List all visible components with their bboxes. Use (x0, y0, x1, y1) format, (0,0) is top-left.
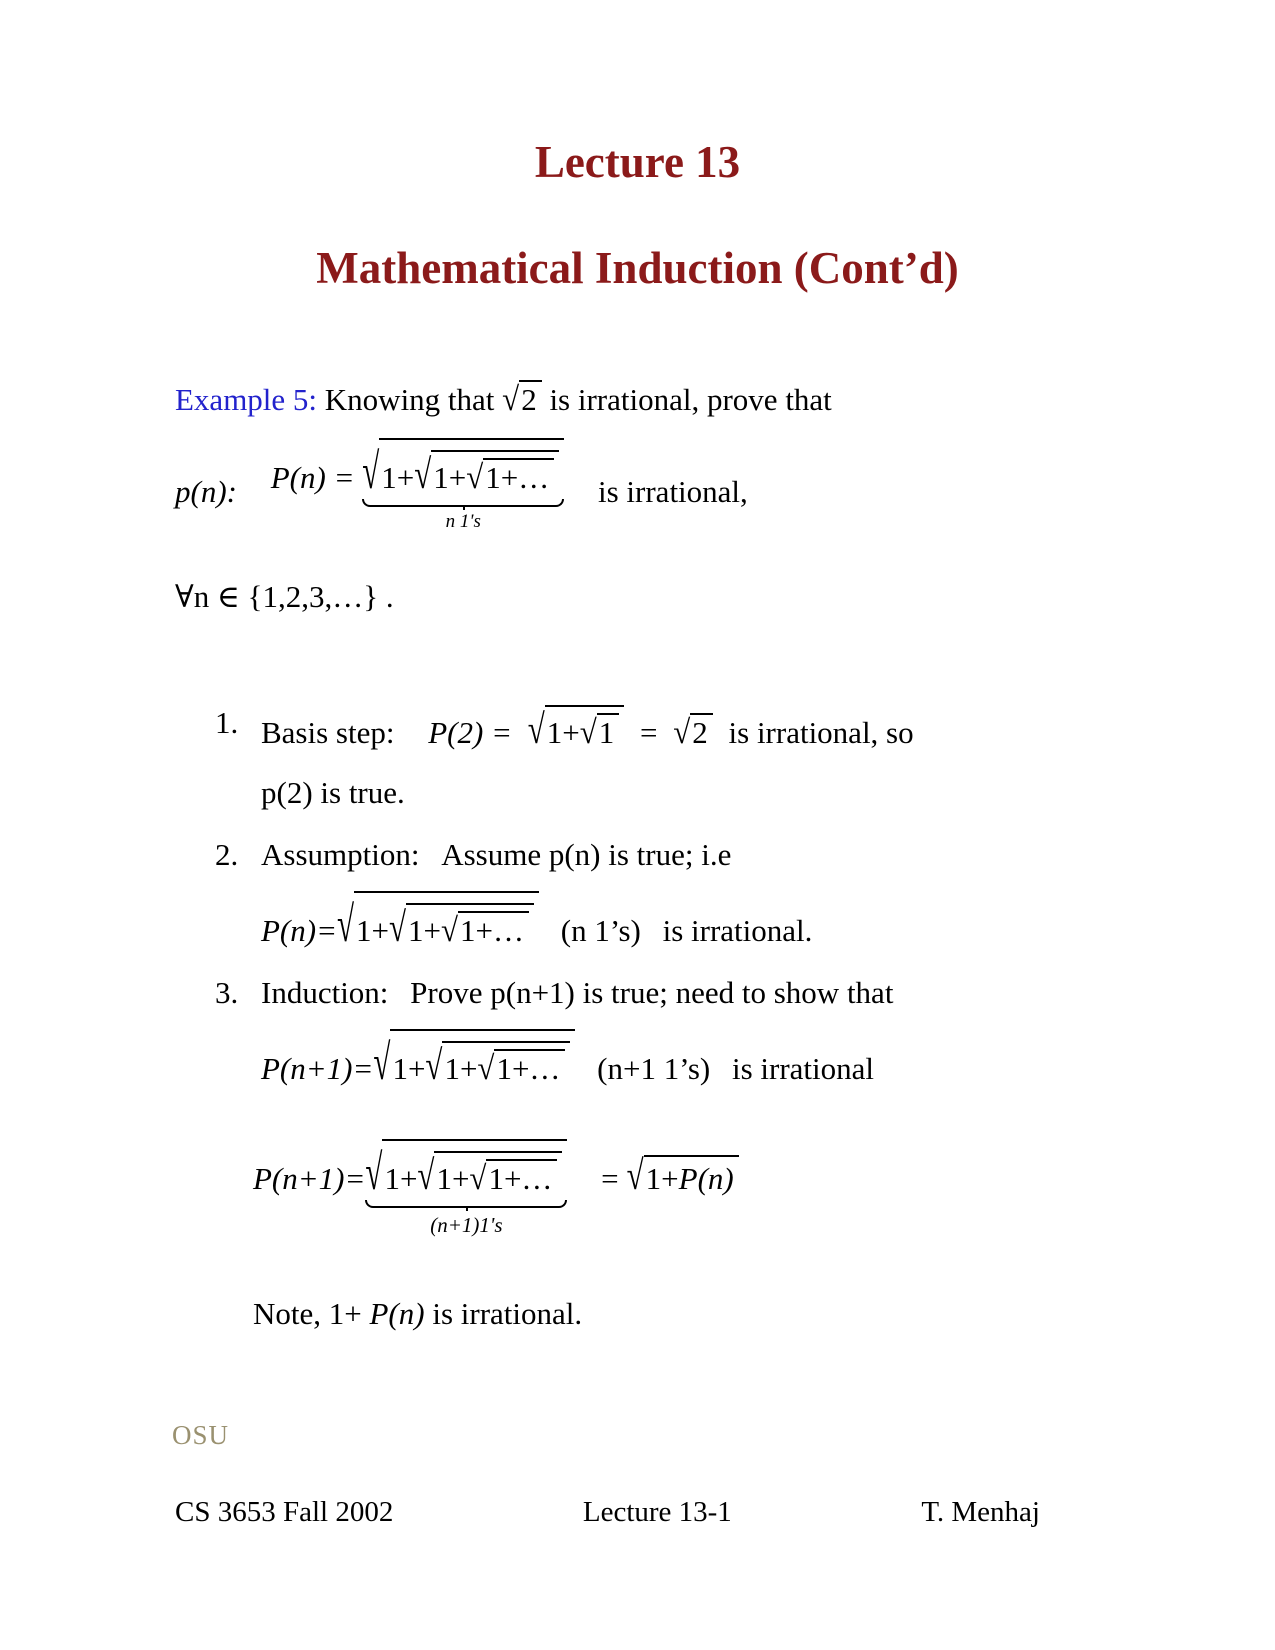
sqrt-2-expression (673, 712, 713, 751)
radical-sign: √ (502, 379, 520, 418)
underbrace (362, 499, 564, 510)
pn-equation (270, 442, 565, 532)
radical-sign: √ (441, 910, 459, 949)
underbrace-label: n 1's (445, 511, 481, 532)
page-header (0, 0, 1275, 294)
radicand (486, 1159, 557, 1196)
radicand (390, 1029, 575, 1089)
sqrt-2-expression (502, 379, 542, 418)
example-post-text: is irrational, prove that (549, 382, 832, 417)
math-lhs: P(n+1)= (261, 1051, 374, 1086)
math-fragment: 1+ (546, 715, 580, 750)
radicand (442, 1041, 570, 1086)
osu-logo: OSU (172, 1420, 230, 1450)
math-fragment: 1+ (392, 1051, 426, 1086)
radicand (494, 1049, 565, 1086)
math-lhs: P(n+1)= (253, 1161, 366, 1196)
math-variable: P(n) (678, 1161, 734, 1196)
equals-sign: = (640, 715, 658, 750)
math-variable: P(n) (369, 1296, 425, 1331)
footer-page-number: Lecture 13-1 (582, 1496, 732, 1528)
step-continuation: p(2) is true. (261, 775, 405, 810)
radicand (545, 705, 625, 750)
math-fragment: 1+ (436, 1161, 470, 1196)
step-basis (215, 705, 1050, 811)
step-induction (215, 975, 1050, 1091)
step-body (261, 837, 1050, 953)
radicand (644, 1155, 739, 1196)
forall-statement: ∀n ∈ {1,2,3,…} . (175, 579, 394, 614)
step-number: 2. (215, 837, 239, 872)
radicand (354, 891, 539, 951)
math-fragment: 1 (598, 715, 615, 750)
radicand (379, 438, 564, 498)
radical-sign: √ (579, 712, 597, 751)
step-number: 1. (215, 705, 239, 740)
radical-sign: √ (414, 450, 432, 498)
math-fragment: 1+… (496, 1051, 561, 1086)
nested-radical (337, 895, 539, 953)
example-label: Example 5: (175, 382, 318, 417)
note-post-text: is irrational. (432, 1296, 583, 1331)
radical-sign: √ (373, 1033, 391, 1091)
page-footer (175, 1496, 1040, 1529)
math-fragment: 1+ (384, 1161, 418, 1196)
ones-count: (n+1 1’s) (597, 1051, 711, 1086)
step-tail-text: is irrational, so (728, 715, 914, 750)
example-pre-text: Knowing that (324, 382, 495, 417)
nested-radical (365, 1139, 567, 1201)
step-text: Prove p(n+1) is true; need to show that (410, 975, 894, 1010)
radicand (458, 911, 529, 948)
math-fragment: 1+ (645, 1161, 679, 1196)
ones-count: (n 1’s) (560, 913, 641, 948)
step-body (261, 705, 1050, 811)
rhs-radical (626, 1151, 739, 1199)
radical-sign: √ (527, 705, 545, 753)
lecture-subtitle: Mathematical Induction (Cont’d) (316, 243, 959, 293)
math-fragment: 1+ (408, 913, 442, 948)
radical-sign: √ (477, 1048, 495, 1087)
nested-radical (362, 438, 564, 500)
pn-definition-row (175, 442, 1050, 547)
radicand (406, 903, 534, 948)
nested-radical (373, 1033, 575, 1091)
underbraced-expression (362, 438, 564, 533)
footer-author: T. Menhaj (921, 1496, 1040, 1528)
nested-radical (527, 705, 625, 753)
step-assumption-formula (261, 891, 1050, 953)
radical-sign: √ (466, 457, 484, 496)
math-fragment: 1+… (485, 460, 550, 495)
step-tail-text: is irrational. (662, 913, 813, 948)
radicand (597, 713, 620, 750)
radical-sign: √ (417, 1151, 435, 1199)
step-body (261, 975, 1050, 1091)
math-fragment: 1+… (460, 913, 525, 948)
pn-tail-text: is irrational, (598, 474, 748, 509)
radicand (431, 450, 559, 495)
step-label: Assumption: (261, 837, 420, 872)
math-fragment: 1+… (488, 1161, 553, 1196)
underbraced-expression (365, 1139, 567, 1238)
radicand (483, 458, 554, 495)
radical-sign: √ (362, 442, 380, 500)
final-equation-row (253, 1139, 1050, 1238)
radicand (382, 1139, 567, 1199)
footer-course: CS 3653 Fall 2002 (175, 1496, 394, 1528)
math-lhs: P(2) = (428, 715, 512, 750)
radical-sign: √ (626, 1151, 644, 1199)
step-assumption-line (261, 837, 1050, 873)
underbrace-label: (n+1)1's (430, 1213, 503, 1237)
note-line (253, 1296, 1050, 1332)
radicand: 2 (519, 380, 542, 417)
math-fragment: 1+ (381, 460, 415, 495)
lecture-title: Lecture 13 (534, 137, 741, 187)
example-intro-line (175, 380, 1050, 418)
step-induction-formula (261, 1029, 1050, 1091)
proof-steps (215, 705, 1050, 1091)
pn-lhs: P(n) = (270, 460, 355, 495)
radical-sign: √ (673, 712, 691, 751)
pn-label: p(n): (175, 474, 237, 509)
step-label: Basis step: (261, 715, 395, 750)
underbrace (365, 1200, 567, 1211)
radical-sign: √ (469, 1158, 487, 1197)
step-label: Induction: (261, 975, 389, 1010)
radicand: 2 (690, 713, 713, 750)
math-fragment: 1+ (433, 460, 467, 495)
radical-sign: √ (389, 903, 407, 951)
radical-sign: √ (425, 1041, 443, 1089)
step-induction-line (261, 975, 1050, 1011)
step-number: 3. (215, 975, 239, 1010)
step-text: Assume p(n) is true; i.e (441, 837, 732, 872)
equals-sign: = (601, 1161, 619, 1196)
math-lhs: P(n)= (261, 913, 338, 948)
note-pre-text: Note, 1+ (253, 1296, 362, 1331)
math-fragment: 1+ (444, 1051, 478, 1086)
step-basis-line (261, 705, 1050, 751)
page-content (175, 380, 1050, 1332)
radical-sign: √ (337, 895, 355, 953)
step-tail-text: is irrational (731, 1051, 875, 1086)
radicand (434, 1151, 562, 1196)
math-fragment: 1+ (356, 913, 390, 948)
radical-sign: √ (365, 1143, 383, 1201)
step-assumption (215, 837, 1050, 953)
